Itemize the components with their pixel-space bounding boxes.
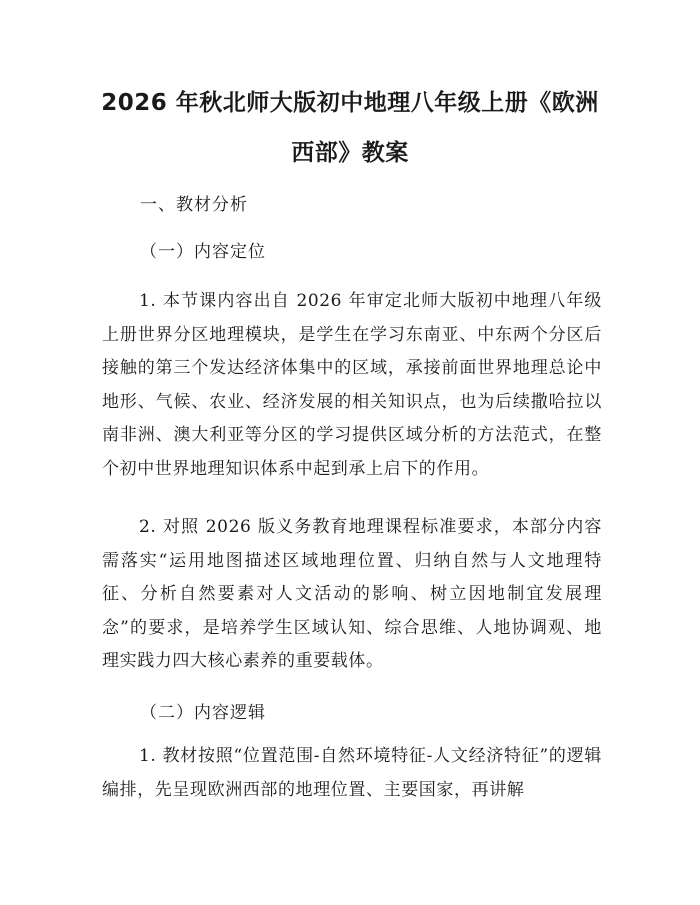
section-heading-textbook-analysis: 一、教材分析 — [140, 195, 248, 215]
subsection-heading-content-logic: （二）内容逻辑 — [140, 703, 266, 723]
paragraph-content-logic-1: 1. 教材按照“位置范围-自然环境特征-人文经济特征”的逻辑编排，先呈现欧洲西部的地理位置、主要国家，再讲解 — [102, 746, 602, 800]
paragraph-content-positioning-1: 1. 本节课内容出自 2026 年审定北师大版初中地理八年级上册世界分区地理模块，是学生在学习东南亚、中东两个分区后接触的第三个发达经济体集中的区域，承接前面世界地理总论中地形、气候、农业、经济发展的相关知识点，也为后续撒哈拉以南非洲、澳大利亚等分区的学习提供区域分析的方法范式，在整个初中世界地理知识体系中起到承上启下的作用。 — [102, 291, 602, 479]
paragraph-content-positioning-2: 2. 对照 2026 版义务教育地理课程标准要求，本部分内容需落实“运用地图描述区域地理位置、归纳自然与人文地理特征、分析自然要素对人文活动的影响、树立因地制宜发展理念”的要求，是培养学生区域认知、综合思维、人地协调观、地理实践力四大核心素养的重要载体。 — [102, 517, 602, 671]
subsection-heading-content-positioning: （一）内容定位 — [140, 242, 266, 262]
document-title: 2026 年秋北师大版初中地理八年级上册《欧洲西部》教案 — [101, 90, 599, 166]
